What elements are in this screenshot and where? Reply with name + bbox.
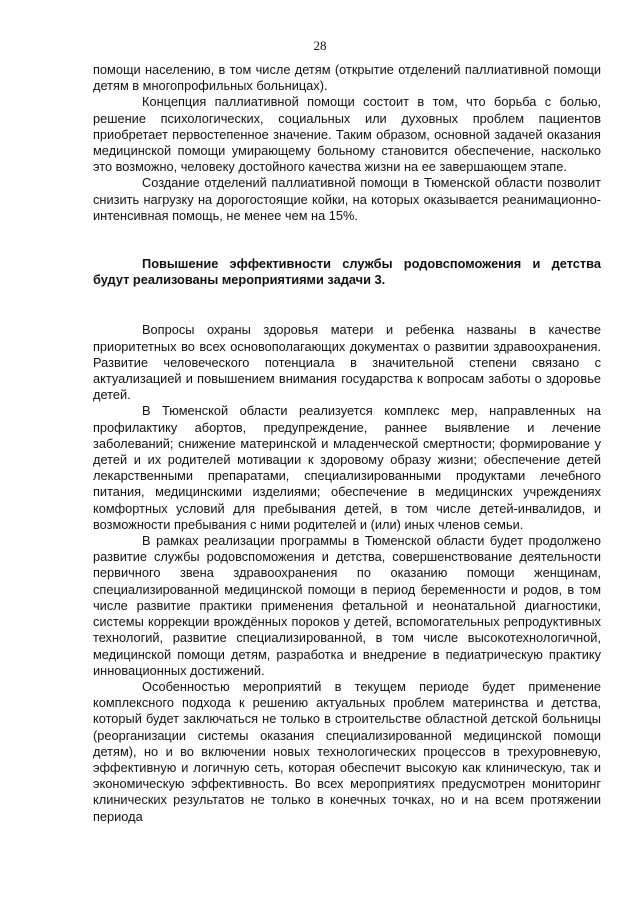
paragraph: Создание отделений паллиативной помощи в Тюменской области позволит снизить нагрузку на дорогостоящие койки, на которых оказывается реанимационно-интенсивная помощь, не менее чем на 15%. (93, 175, 601, 223)
paragraph: Вопросы охраны здоровья матери и ребенка названы в качестве приоритетных во всех основополагающих документах о развитии здравоохранения. Развитие человеческого потенциала в значительной степени связано с актуализацией и повышением внимания государства к вопросам заботы о здоровье детей. (93, 322, 601, 403)
paragraph: Концепция паллиативной помощи состоит в том, что борьба с болью, решение психологических, социальных или духовных проблем пациентов приобретает первостепенное значение. Таким образом, основной задачей оказания медицинской помощи умирающему больному становится обеспечение, насколько это возможно, человеку достойного качества жизни на ее завершающем этапе. (93, 94, 601, 175)
section-heading: Повышение эффективности службы родовспоможения и детства будут реализованы мероприятиями задачи 3. (93, 256, 601, 288)
paragraph: Особенностью мероприятий в текущем периоде будет применение комплексного подхода к решению актуальных проблем материнства и детства, который будет заключаться не только в строительстве областной детской больницы (реорганизации системы оказания специализированной медицинской помощи детям), но и во включении новых технологических процессов в трехуровневую, эффективную и логичную сеть, которая обеспечит высокую как клиническую, так и экономическую эффективность. Во всех мероприятиях предусмотрен мониторинг клинических результатов не только в конечных точках, но и на всем протяжении периода (93, 678, 601, 824)
page-number: 28 (313, 38, 327, 53)
paragraph: В Тюменской области реализуется комплекс мер, направленных на профилактику абортов, предупреждение, раннее выявление и лечение заболеваний; снижение материнской и младенческой смертности; формирование у детей и их родителей мотивации к здоровому образу жизни; обеспечение детей лекарственными препаратами, специализированными продуктами лечебного питания, медицинскими изделиями; обеспечение в медицинских учреждениях комфортных условий для пребывания детей, в том числе детей-инвалидов, и возможности пребывания с ними родителей и (или) иных членов семьи. (93, 403, 601, 532)
paragraph: В рамках реализации программы в Тюменской области будет продолжено развитие службы родовспоможения и детства, совершенствование деятельности первичного звена здравоохранения по оказанию помощи женщинам, специализированной медицинской помощи в период беременности и родов, в том числе развитие практики применения фетальной и неонатальной диагностики, системы коррекции врождённых пороков у детей, вспомогательных репродуктивных технологий, развитие специализированной, в том числе высокотехнологичной, медицинской помощи детям, разработка и внедрение в педиатрическую практику инновационных достижений. (93, 533, 601, 678)
document-body (93, 62, 601, 825)
paragraph: помощи населению, в том числе детям (открытие отделений паллиативной помощи детям в многопрофильных больницах). (93, 62, 601, 94)
